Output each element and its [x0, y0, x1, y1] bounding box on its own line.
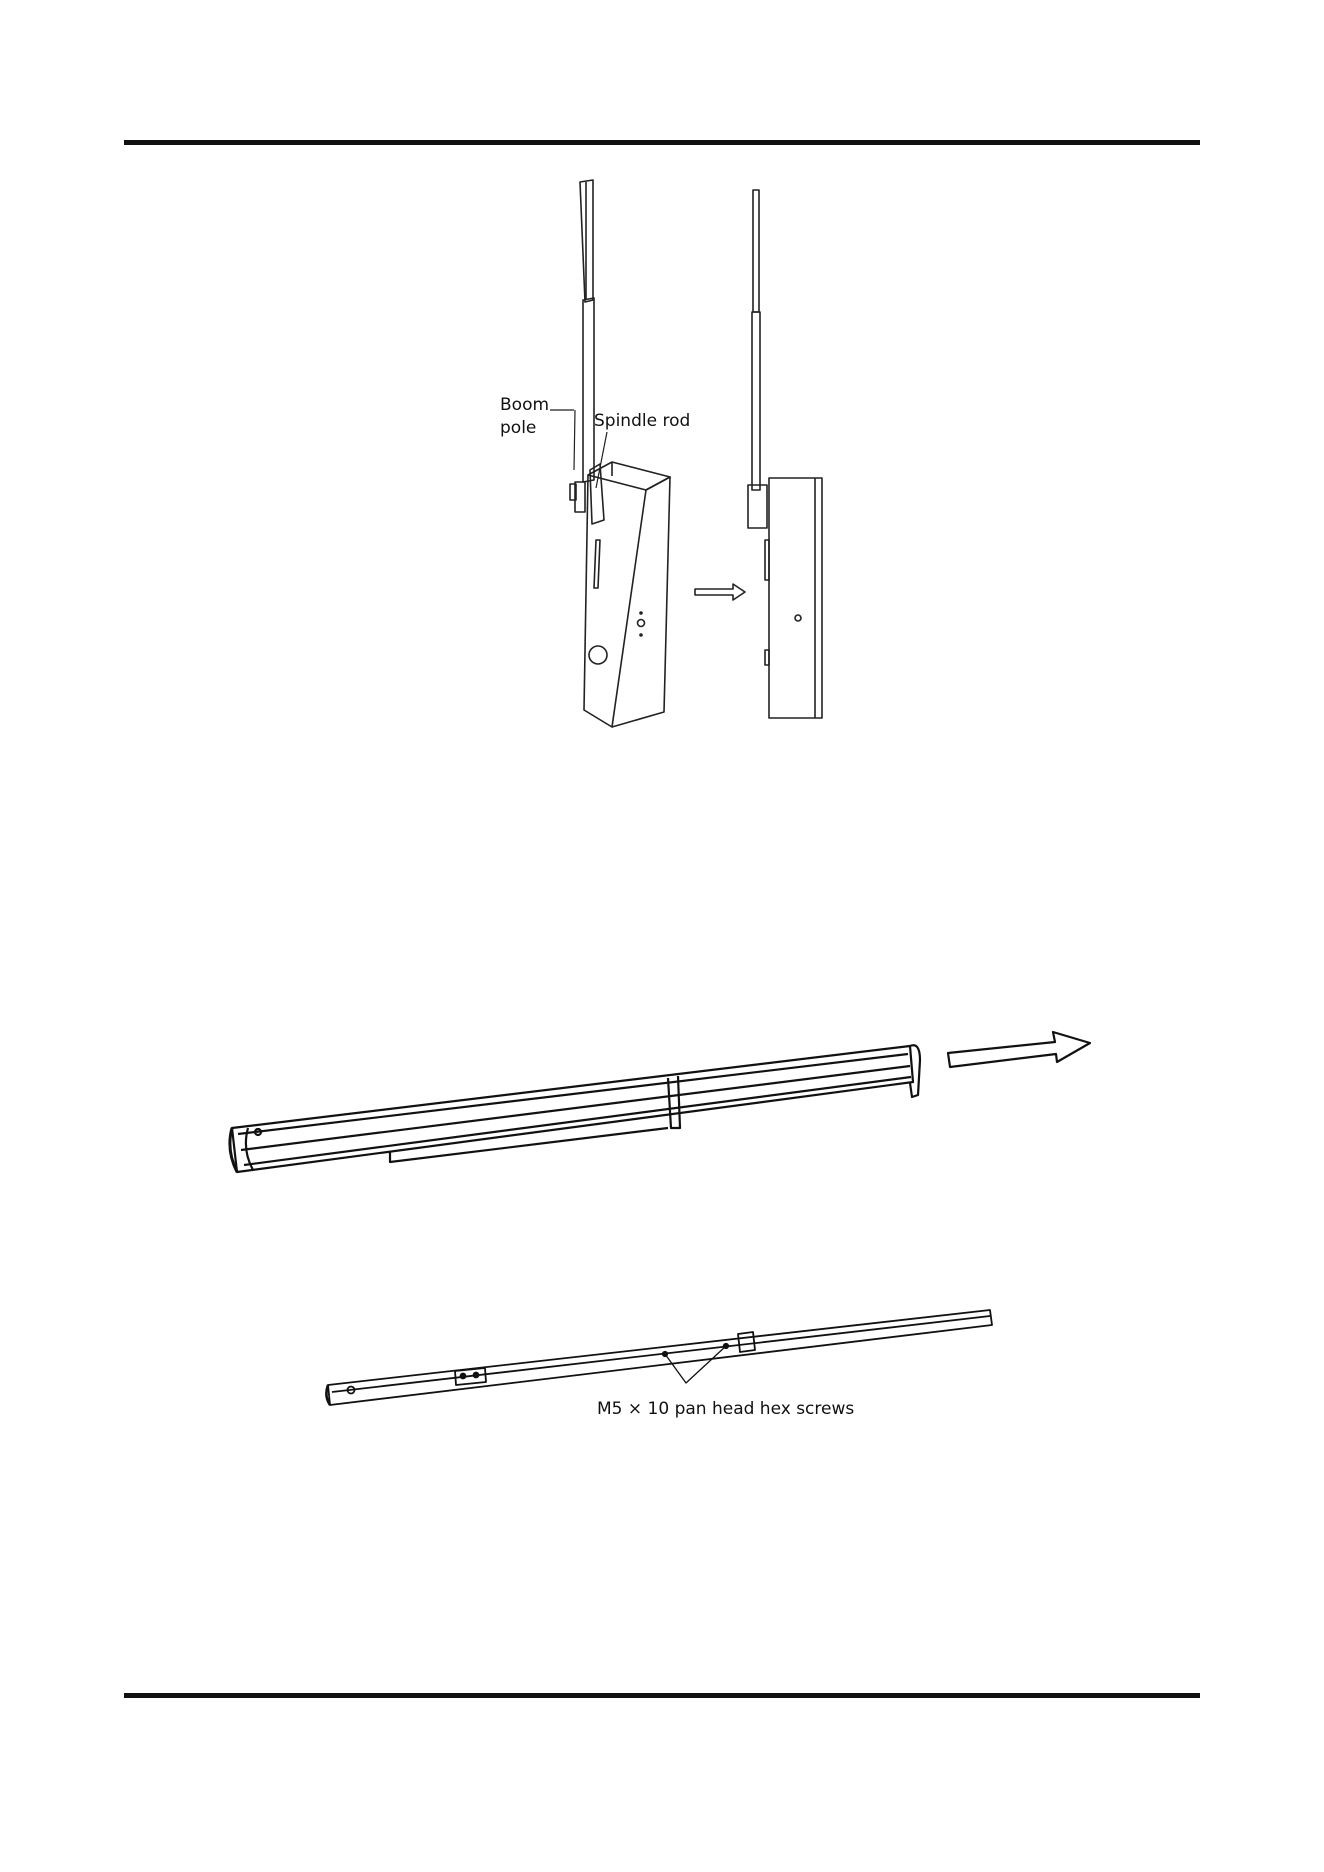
boom-pole-label: Boom [500, 395, 550, 415]
boom-screws-illustration [326, 1310, 992, 1405]
screws-label: M5 × 10 pan head hex screws [597, 1399, 855, 1419]
spindle-rod-label: Spindle rod [594, 411, 691, 431]
boom-pole-label-2: pole [500, 418, 537, 438]
